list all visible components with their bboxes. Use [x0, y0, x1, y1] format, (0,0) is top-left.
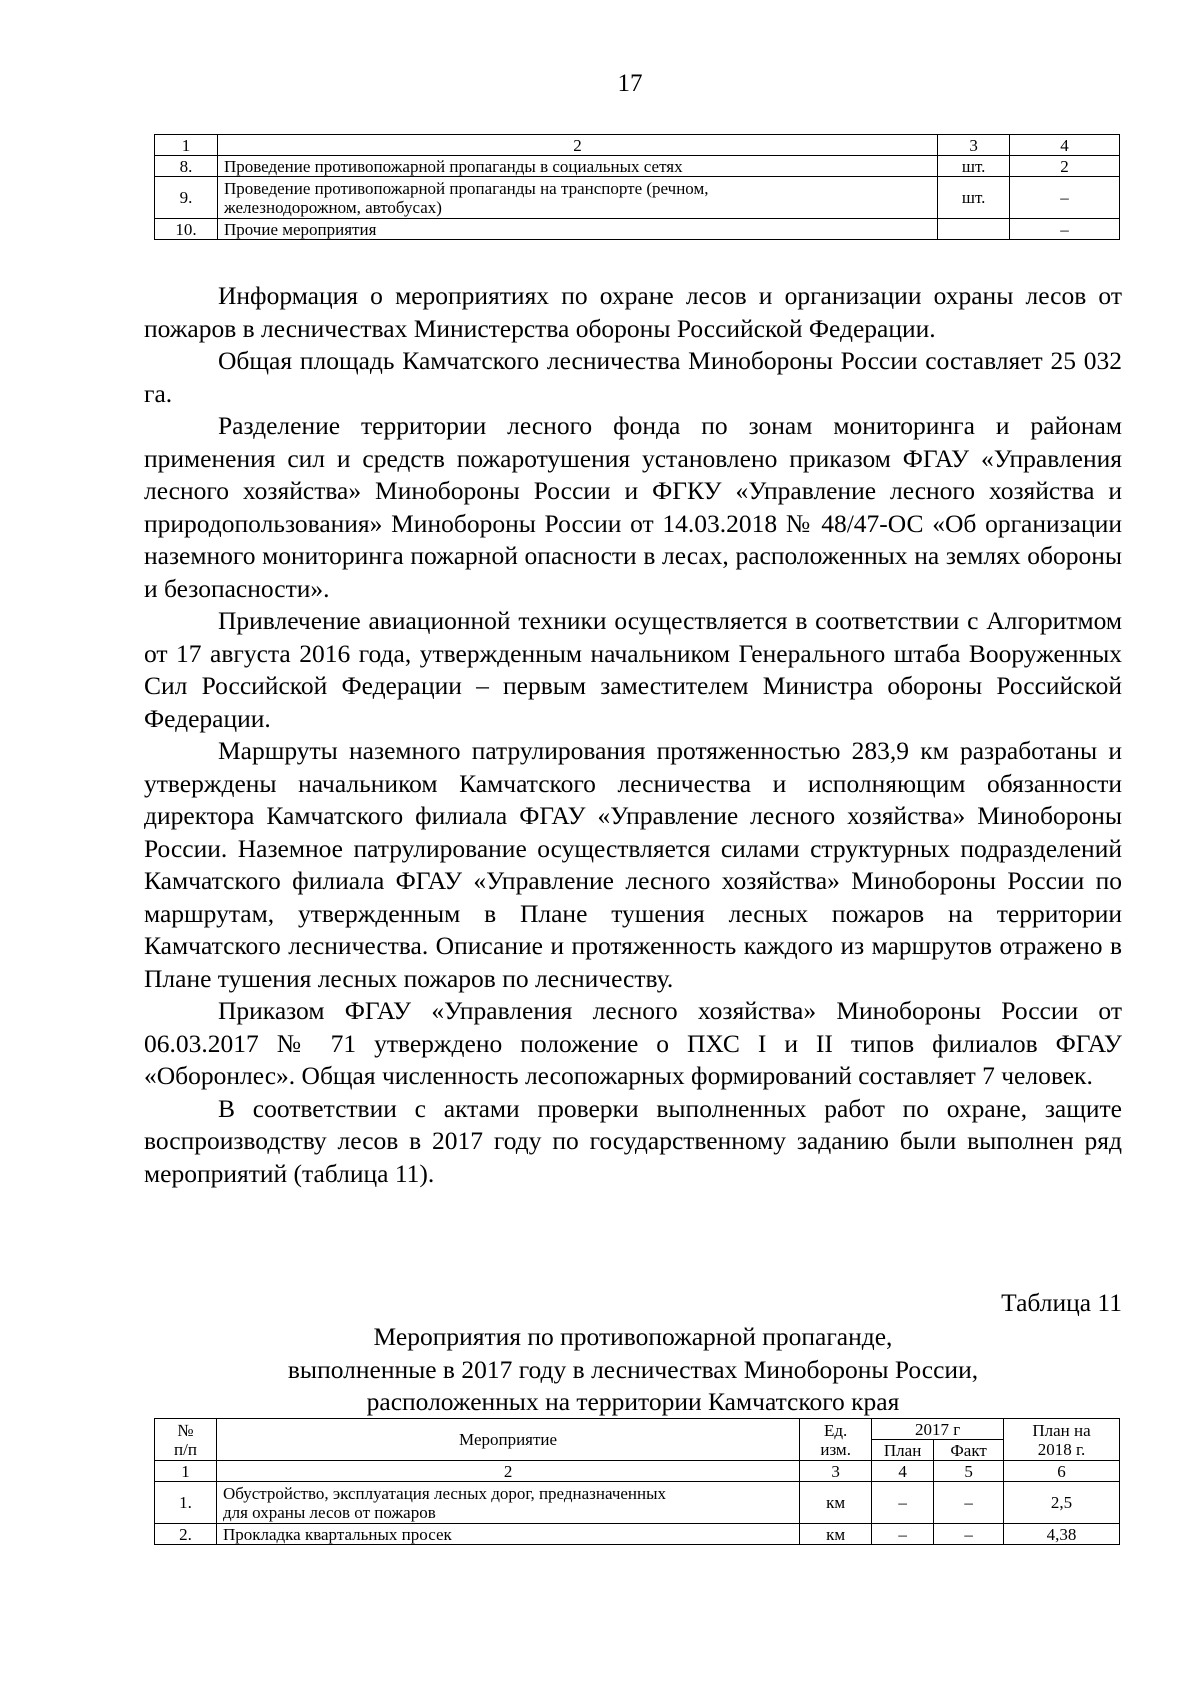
row-unit: км: [800, 1524, 872, 1545]
row-name: Прочие мероприятия: [217, 219, 937, 240]
row-fact: –: [934, 1482, 1004, 1524]
table-caption: [144, 1321, 1122, 1419]
row-value: –: [1010, 177, 1120, 219]
paragraph: Приказом ФГАУ «Управления лесного хозяйства» Минобороны России от 06.03.2017 № 71 утверждено положение о ПХС I и II типов филиалов ФГАУ «Оборонлес». Общая численность лесопожарных формирований составляет 7 человек.: [144, 996, 1122, 1090]
header-plan: План: [872, 1440, 934, 1461]
header-num-line: №: [177, 1420, 194, 1440]
header-fact: Факт: [934, 1440, 1004, 1461]
header-unit-line: изм.: [820, 1439, 851, 1459]
table-caption-line: расположенных на территории Камчатского края: [366, 1387, 900, 1416]
row-unit: шт.: [938, 177, 1010, 219]
row-number: 9.: [155, 177, 218, 219]
table-caption-line: Мероприятия по противопожарной пропаганде,: [373, 1322, 893, 1351]
row-number: 2.: [155, 1524, 217, 1545]
header-plan-next: [1004, 1419, 1120, 1461]
header-cell: 1: [155, 135, 218, 156]
column-number: 5: [934, 1461, 1004, 1482]
column-number: 6: [1004, 1461, 1120, 1482]
paragraph: Информация о мероприятиях по охране лесов и организации охраны лесов от пожаров в лесничествах Министерства обороны Российской Федерации.: [144, 281, 1122, 343]
table-numbering-row: [155, 1461, 1120, 1482]
row-unit: км: [800, 1482, 872, 1524]
row-name: Прокладка квартальных просек: [216, 1524, 799, 1545]
paragraph: Разделение территории лесного фонда по зонам мониторинга и районам применения сил и средств пожаротушения установлено приказом ФГАУ «Управления лесного хозяйства» Минобороны России и ФГКУ «Управление лесного хозяйства и природопользования» Минобороны России от 14.03.2018 № 48/47-ОС «Об организации наземного мониторинга пожарной опасности в лесах, расположенных на землях обороны и безопасности».: [144, 411, 1122, 603]
row-value: –: [1010, 219, 1120, 240]
column-number: 4: [872, 1461, 934, 1482]
row-name-line: для охраны лесов от пожаров: [222, 1502, 436, 1522]
row-fact: –: [934, 1524, 1004, 1545]
table-row: [155, 219, 1120, 240]
header-plan-next-line: 2018 г.: [1037, 1439, 1086, 1459]
row-name-line: Проведение противопожарной пропаганды на транспорте (речном,: [223, 178, 709, 198]
header-plan-next-line: План на: [1032, 1420, 1091, 1440]
table-row: [155, 156, 1120, 177]
table-header-row: [155, 1419, 1120, 1440]
header-num: [155, 1419, 217, 1461]
header-num-line: п/п: [174, 1439, 197, 1459]
row-name: [216, 1482, 799, 1524]
row-plan-next: 2,5: [1004, 1482, 1120, 1524]
row-value: 2: [1010, 156, 1120, 177]
paragraph: В соответствии с актами проверки выполненных работ по охране, защите воспроизводству лесов в 2017 году по государственному заданию были выполнен ряд мероприятий (таблица 11).: [144, 1093, 1122, 1188]
body-text: [144, 280, 1122, 1190]
table-row: [155, 1524, 1120, 1545]
row-name-line: железнодорожном, автобусах): [223, 197, 442, 217]
table-11: [154, 1418, 1120, 1545]
header-cell: 3: [938, 135, 1010, 156]
table-row: [155, 177, 1120, 219]
table-header-row: [155, 135, 1120, 156]
header-unit-line: Ед.: [824, 1420, 848, 1440]
column-number: 3: [800, 1461, 872, 1482]
paragraph: Общая площадь Камчатского лесничества Минобороны России составляет 25 032 га.: [144, 346, 1122, 408]
header-cell: 4: [1010, 135, 1120, 156]
row-plan-next: 4,38: [1004, 1524, 1120, 1545]
row-number: 1.: [155, 1482, 217, 1524]
row-unit: [938, 219, 1010, 240]
table-label: Таблица 11: [1001, 1288, 1122, 1317]
header-unit: [800, 1419, 872, 1461]
row-name-line: Обустройство, эксплуатация лесных дорог, предназначенных: [222, 1483, 667, 1503]
column-number: 1: [155, 1461, 217, 1482]
page-number: 17: [617, 70, 643, 97]
paragraph: Маршруты наземного патрулирования протяженностью 283,9 км разработаны и утверждены начальником Камчатского лесничества и исполняющим обязанности директора Камчатского филиала ФГАУ «Управление лесного хозяйства» Минобороны России. Наземное патрулирование осуществляется силами структурных подразделений Камчатского филиала ФГАУ «Управление лесного хозяйства» Минобороны России по маршрутам, утвержденным в Плане тушения лесных пожаров на территории Камчатского лесничества. Описание и протяженность каждого из маршрутов отражено в Плане тушения лесных пожаров по лесничеству.: [144, 736, 1122, 993]
table-row: [155, 1482, 1120, 1524]
header-name: Мероприятие: [216, 1419, 799, 1461]
header-cell: 2: [217, 135, 937, 156]
row-number: 8.: [155, 156, 218, 177]
row-name: Проведение противопожарной пропаганды в социальных сетях: [217, 156, 937, 177]
row-plan: –: [872, 1524, 934, 1545]
column-number: 2: [216, 1461, 799, 1482]
continued-table: [154, 134, 1120, 240]
row-plan: –: [872, 1482, 934, 1524]
table-caption-line: выполненные в 2017 году в лесничествах Минобороны России,: [287, 1354, 979, 1384]
row-name: [217, 177, 937, 219]
paragraph: Привлечение авиационной техники осуществляется в соответствии с Алгоритмом от 17 августа 2016 года, утвержденным начальником Генерального штаба Вооруженных Сил Российской Федерации – первым заместителем Министра обороны Российской Федерации.: [144, 606, 1122, 733]
row-unit: шт.: [938, 156, 1010, 177]
row-number: 10.: [155, 219, 218, 240]
header-year: 2017 г: [872, 1419, 1004, 1440]
